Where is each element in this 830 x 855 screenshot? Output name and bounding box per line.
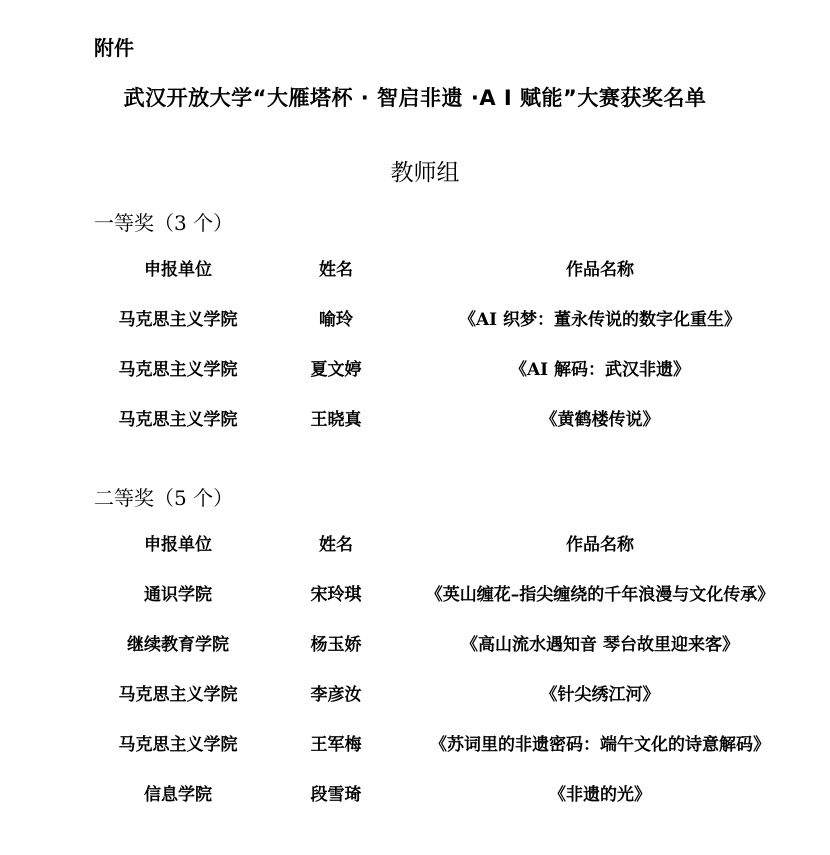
work-cell: 《苏词里的非遗密码：端午文化的诗意解码》 — [430, 735, 770, 755]
column-header-name: 姓名 — [319, 535, 353, 555]
column-header-work: 作品名称 — [566, 535, 634, 555]
table-header-row — [0, 530, 830, 560]
work-cell: 《针尖绣江河》 — [540, 685, 660, 705]
work-cell: 《AI 解码：武汉非遗》 — [509, 360, 691, 380]
name-cell: 杨玉娇 — [310, 635, 362, 655]
unit-cell: 马克思主义学院 — [118, 310, 238, 330]
work-cell: 《高山流水遇知音 琴台故里迎来客》 — [461, 635, 739, 655]
name-cell: 王军梅 — [310, 735, 362, 755]
table-row — [0, 580, 830, 610]
unit-cell: 通识学院 — [144, 585, 212, 605]
work-cell: 《AI 织梦：董永传说的数字化重生》 — [458, 310, 742, 330]
name-cell: 喻玲 — [319, 310, 353, 330]
column-header-name: 姓名 — [319, 260, 353, 280]
work-cell: 《非遗的光》 — [549, 785, 651, 805]
table-row — [0, 355, 830, 385]
column-header-work: 作品名称 — [566, 260, 634, 280]
table-row — [0, 630, 830, 660]
name-cell: 王晓真 — [310, 410, 362, 430]
second-prize-heading: 二等奖（5 个） — [94, 486, 234, 510]
name-cell: 宋玲琪 — [310, 585, 362, 605]
name-cell: 李彦汝 — [310, 685, 362, 705]
name-cell: 段雪琦 — [310, 785, 362, 805]
column-header-unit: 申报单位 — [144, 260, 212, 280]
unit-cell: 马克思主义学院 — [118, 410, 238, 430]
column-header-unit: 申报单位 — [144, 535, 212, 555]
table-row — [0, 305, 830, 335]
work-cell: 《黄鹤楼传说》 — [540, 410, 660, 430]
unit-cell: 马克思主义学院 — [118, 360, 238, 380]
document-title: 武汉开放大学“大雁塔杯 · 智启非遗 ·A I 赋能”大赛获奖名单 — [123, 86, 707, 110]
unit-cell: 马克思主义学院 — [118, 685, 238, 705]
group-title: 教师组 — [390, 160, 460, 186]
table-header-row — [0, 255, 830, 285]
table-row — [0, 405, 830, 435]
unit-cell: 继续教育学院 — [127, 635, 229, 655]
first-prize-heading: 一等奖（3 个） — [94, 211, 234, 235]
table-row — [0, 780, 830, 810]
table-row — [0, 730, 830, 760]
unit-cell: 信息学院 — [144, 785, 212, 805]
work-cell: 《英山缠花–指尖缠绕的千年浪漫与文化传承》 — [425, 585, 775, 605]
table-row — [0, 680, 830, 710]
attachment-label: 附件 — [94, 36, 134, 60]
unit-cell: 马克思主义学院 — [118, 735, 238, 755]
name-cell: 夏文婷 — [310, 360, 362, 380]
